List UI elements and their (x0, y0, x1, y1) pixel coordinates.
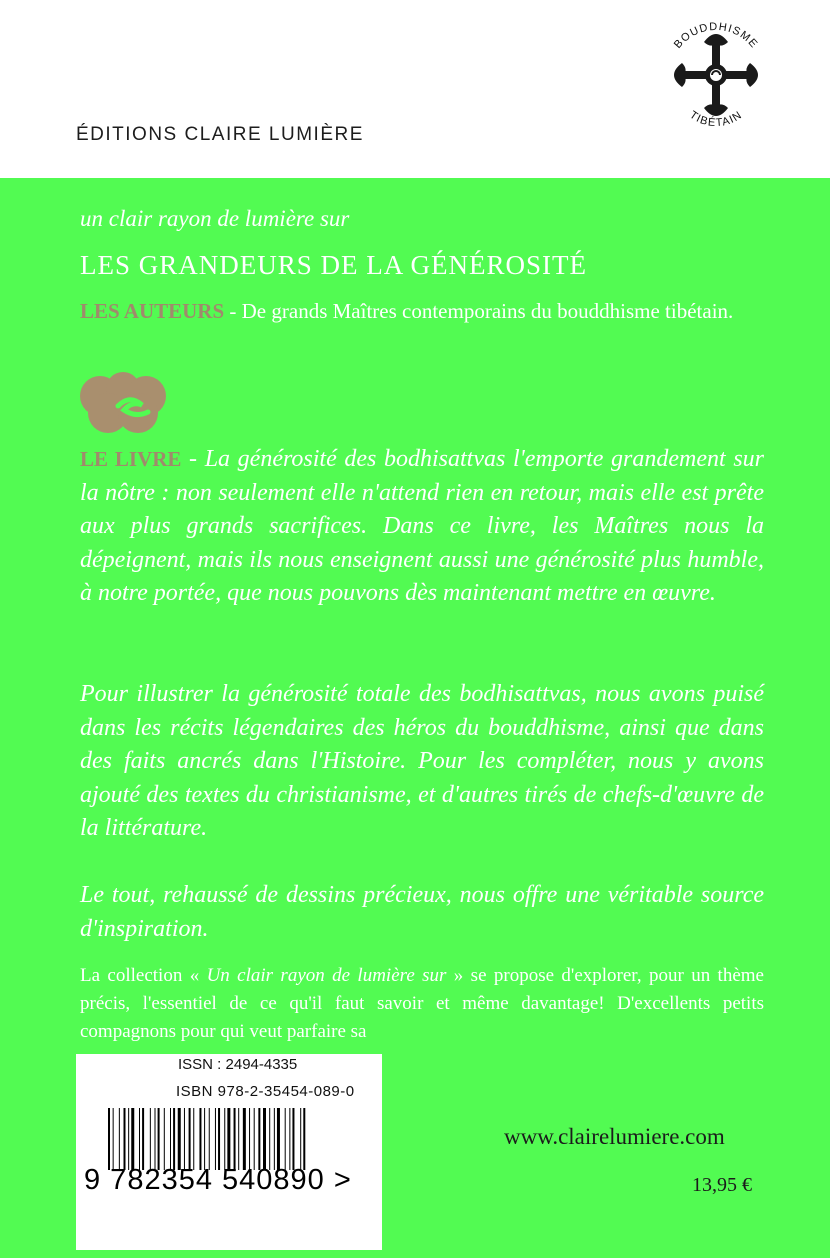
barcode-bar (139, 1108, 140, 1170)
barcode-bar (292, 1108, 294, 1170)
barcode-bar (249, 1108, 250, 1170)
book-separator: - (181, 446, 205, 472)
barcode-bar (218, 1108, 220, 1170)
collection-post: » se propose d'explorer, pour un thème précis, l'essentiel de ce qu'il faut savoir et même davantage! D'excellents petits compagnons pour qui veut parfaire sa (80, 965, 764, 1042)
barcode-bar (131, 1108, 134, 1170)
barcode-bar (128, 1108, 129, 1170)
barcode-bar (258, 1108, 260, 1170)
barcode-bar (173, 1108, 175, 1170)
barcode-bar (215, 1108, 216, 1170)
barcode-bar (303, 1108, 305, 1170)
barcode-bar (113, 1108, 114, 1170)
authors-paragraph (80, 297, 764, 326)
barcode-bar (263, 1108, 266, 1170)
barcode-bar (142, 1108, 144, 1170)
barcode-bar (189, 1108, 191, 1170)
collection-name: Un clair rayon de lumière sur (206, 965, 447, 986)
barcode-bar (155, 1108, 156, 1170)
barcode-bar (150, 1108, 151, 1170)
authors-text: De grands Maîtres contemporains du bouddhisme tibétain. (241, 299, 734, 323)
book-paragraph-1 (80, 443, 764, 611)
barcode-bar (164, 1108, 165, 1170)
barcode-bar (193, 1108, 194, 1170)
barcode-bar (285, 1108, 286, 1170)
barcode-bar (199, 1108, 201, 1170)
collection-paragraph (80, 962, 764, 1046)
isbn-number: ISBN 978-2-35454-089-0 (176, 1083, 355, 1100)
book-label: LE LIVRE (80, 447, 182, 471)
barcode-bar (243, 1108, 246, 1170)
barcode-bar (170, 1108, 171, 1170)
barcode-bar (108, 1108, 110, 1170)
book-title: LES GRANDEURS DE LA GÉNÉROSITÉ (80, 250, 587, 280)
collection-subtitle: un clair rayon de lumière sur (80, 206, 350, 231)
barcode-bar (269, 1108, 270, 1170)
authors-label: LES AUTEURS (80, 299, 225, 323)
publisher-name: ÉDITIONS CLAIRE LUMIÈRE (76, 124, 364, 145)
barcode-bar (224, 1108, 225, 1170)
barcode-bar (209, 1108, 210, 1170)
barcode-bar (289, 1108, 290, 1170)
book-paragraph-3: Le tout, rehaussé de dessins précieux, nous offre une véritable source d'inspiration. (80, 882, 764, 942)
barcode-digits: 9 782354 540890 > (84, 1164, 352, 1196)
barcode-bar (204, 1108, 205, 1170)
barcode-bar (234, 1108, 236, 1170)
website-url[interactable]: www.clairelumiere.com (504, 1124, 725, 1149)
book-text-1: La générosité des bodhisattvas l'emporte grandement sur la nôtre : non seulement elle n'attend rien en retour, mais elle est prête aux plus grands sacrifices. Dans ce livre, les Maîtres nous la dépeignent, mais ils nous enseignent aussi une générosité plus humble, à notre portée, que nous pouvons dès maintenant mettre en œuvre. (80, 446, 765, 606)
dorje-emblem-icon (654, 14, 778, 142)
price: 13,95 € (692, 1174, 752, 1196)
barcode-bar (124, 1108, 126, 1170)
barcode-bar (184, 1108, 185, 1170)
barcode-bar (238, 1108, 239, 1170)
barcode-bar (227, 1108, 230, 1170)
barcode-bar (300, 1108, 301, 1170)
issn-number: ISSN : 2494-4335 (178, 1056, 298, 1073)
collection-pre: La collection « (80, 965, 207, 986)
emblem-top-text: BOUDDHISME (671, 20, 761, 51)
authors-separator: - (224, 299, 242, 323)
barcode-bars (108, 1108, 358, 1170)
barcode-bar (277, 1108, 280, 1170)
emblem-bottom-text: TIBÉTAIN (687, 108, 745, 130)
book-paragraph-2: Pour illustrer la générosité totale des bodhisattvas, nous avons puisé dans les récits légendaires des héros du bouddhisme, ainsi que dans des faits ancrés dans l'Histoire. Pour les compléter, nous y avons ajouté des textes du christianisme, et d'autres tirés de chefs-d'œuvre de la littérature. (80, 681, 764, 841)
barcode-bar (178, 1108, 181, 1170)
barcode-bar (119, 1108, 120, 1170)
barcode-bar (254, 1108, 255, 1170)
cloud-ornament-icon (78, 372, 168, 434)
barcode-bar (274, 1108, 275, 1170)
barcode-bar (158, 1108, 160, 1170)
